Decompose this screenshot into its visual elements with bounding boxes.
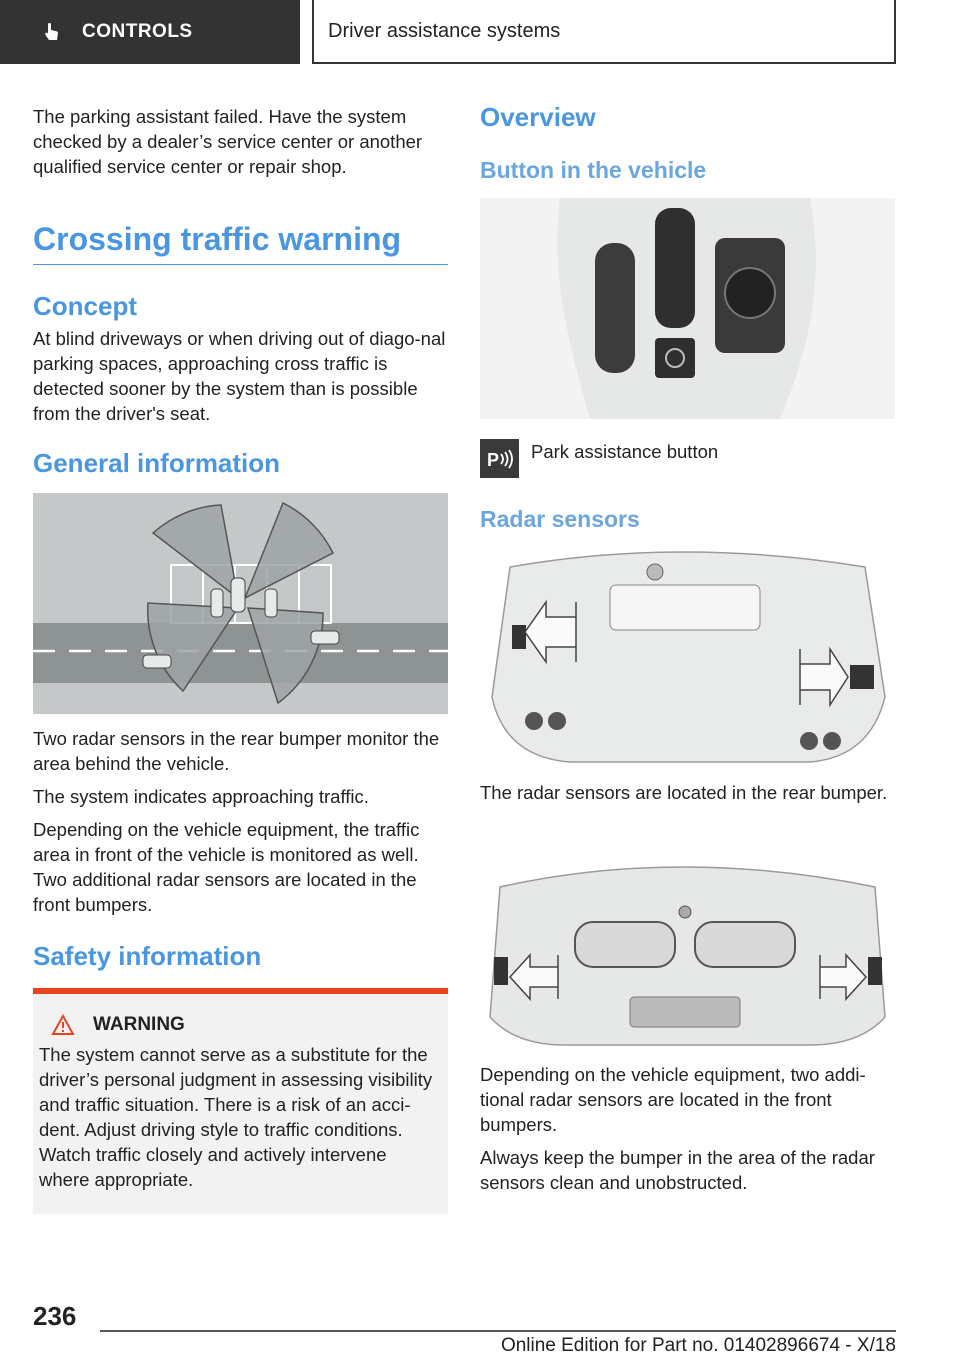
front-bumper-drawing <box>480 827 895 1048</box>
radar-heading: Radar sensors <box>480 506 640 532</box>
warning-box <box>33 988 448 1214</box>
general-text-3: Depending on the vehicle equipment, the traffic area in front of the vehicle is monitored as well. Two additional radar sensors are located in the front bumpers. <box>33 819 420 915</box>
rear-bumper-drawing <box>480 547 895 768</box>
park-assist-button-icon[interactable] <box>480 439 519 478</box>
radar-coverage-diagram <box>33 493 448 714</box>
edition-text: Online Edition for Part no. 01402896674 - X/18 <box>500 1335 896 1356</box>
chapter-title: Driver assistance systems <box>328 19 561 42</box>
section-tab[interactable] <box>0 0 300 64</box>
right-column <box>480 102 895 1195</box>
safety-heading: Safety information <box>33 941 262 971</box>
concept-heading: Concept <box>33 291 137 321</box>
center-console-photo <box>480 198 895 419</box>
rear-bumper-illustration <box>480 547 895 768</box>
general-text-1: Two radar sensors in the rear bumper monitor the area behind the vehicle. <box>33 728 440 774</box>
warning-header <box>51 1014 440 1036</box>
concept-text: At blind driveways or when driving out of diago-nal parking spaces, approaching cross traffic is detected sooner by the system than is possible from the driver's seat. <box>33 328 446 424</box>
page-number: 236 <box>33 1301 77 1331</box>
radar-text-1: The radar sensors are located in the rear bumper. <box>480 782 888 803</box>
intro-text: The parking assistant failed. Have the system checked by a dealer’s service center or another qualified service center or repair shop. <box>33 106 423 177</box>
park-assist-icon <box>485 446 515 472</box>
warning-label: WARNING <box>93 1014 185 1035</box>
overview-heading: Overview <box>480 102 596 132</box>
general-text-2: The system indicates approaching traffic. <box>33 786 369 807</box>
warning-triangle-icon <box>51 1014 75 1036</box>
center-console-drawing <box>480 198 895 419</box>
section-title: Crossing traffic warning <box>33 221 448 265</box>
front-bumper-illustration <box>480 827 895 1048</box>
section-label: CONTROLS <box>82 21 193 42</box>
radar-text-2: Depending on the vehicle equipment, two addi-tional radar sensors are located in the front bumpers. <box>480 1064 866 1135</box>
svg-text:P: P <box>486 449 499 470</box>
button-heading: Button in the vehicle <box>480 157 707 183</box>
footer-divider <box>100 1330 896 1332</box>
touch-hand-icon <box>40 20 64 44</box>
chapter-header <box>312 0 896 64</box>
warning-text: The system cannot serve as a substitute for the driver’s personal judgment in assessing visibility and traffic situation. There is a risk of an acci-dent. Adjust driving style to traffic conditions. Watch traffic closely and actively intervene where appropriate. <box>39 1044 433 1190</box>
park-assist-caption: Park assistance button <box>531 441 719 462</box>
radar-text-3: Always keep the bumper in the area of the radar sensors clean and unobstructed. <box>480 1147 875 1193</box>
left-column <box>33 104 448 1214</box>
park-assist-button-row <box>480 439 895 478</box>
general-info-heading: General information <box>33 448 281 478</box>
crossing-traffic-illustration <box>33 493 448 714</box>
